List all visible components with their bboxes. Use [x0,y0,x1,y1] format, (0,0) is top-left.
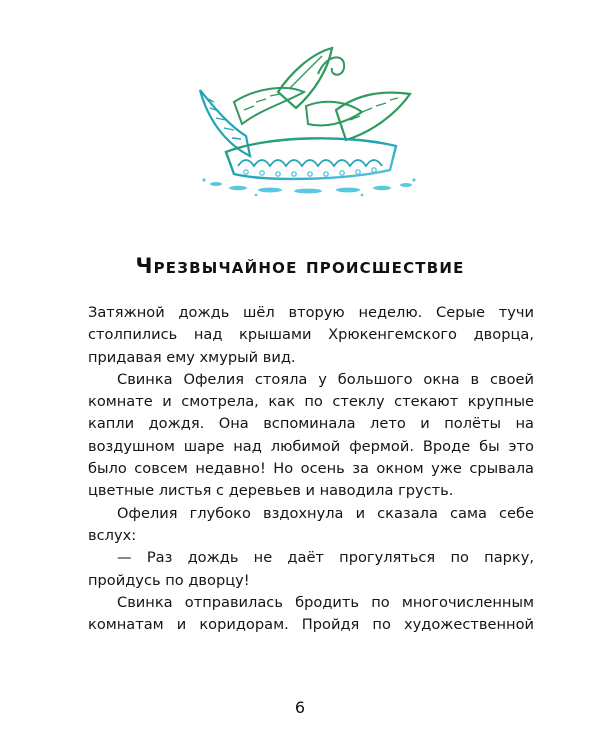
paragraph: Затяжной дождь шёл вторую неделю. Серые тучи столпились над крышами Хрюкенгемского дворца, придавая ему хмурый вид. [88,304,534,366]
paragraph: Свинка Офелия стояла у большого окна в своей комнате и смотрела, как по стеклу стекают крупные капли дождя. Она вспоминала лето и полёты на воздушном шаре над любимой фермой. Вроде бы это было совсем недавно! Но осень за окном уже срывала цветные листья с деревьев и наводила грусть. [88,370,534,500]
page-number: 6 [294,698,306,717]
chapter-title: Чрезвычайное происшествие [135,254,465,278]
body-text [88,302,534,636]
paragraph: Свинка отправилась бродить по многочисленным комнатам и коридорам. Пройдя по художественной [88,593,534,634]
paragraph: — Раз дождь не даёт прогуляться по парку, пройдусь по дворцу! [88,549,534,589]
crown-illustration-icon [186,40,420,198]
paragraph: Офелия глубоко вздохнула и сказала сама себе вслух: [88,504,534,544]
